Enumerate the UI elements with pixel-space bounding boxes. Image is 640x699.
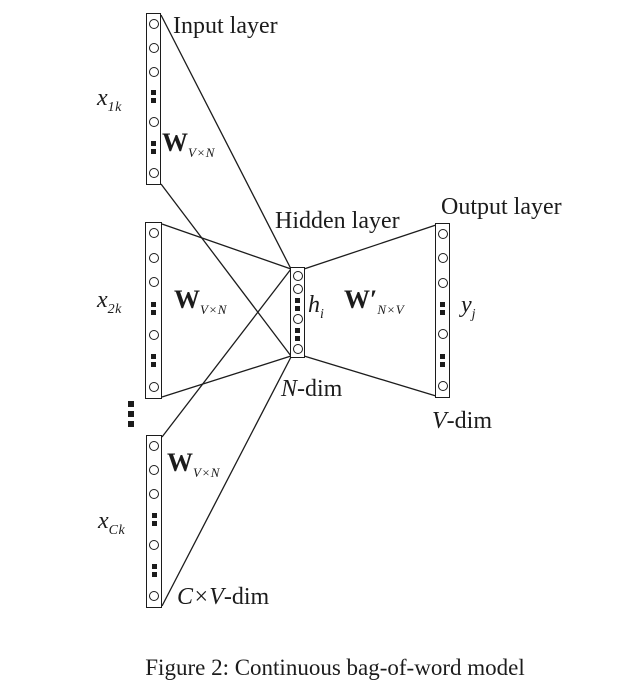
y-subscript: j bbox=[471, 307, 477, 322]
w1-subscript: V×N bbox=[188, 145, 215, 160]
figure-caption: Figure 2: Continuous bag-of-word model bbox=[145, 655, 525, 680]
unit-circle bbox=[149, 19, 159, 29]
cv-dim-italic: C×V bbox=[177, 584, 224, 610]
unit-circle bbox=[293, 284, 303, 294]
unit-circle bbox=[149, 540, 159, 550]
unit-circle bbox=[149, 117, 159, 127]
weight-matrix-2-label bbox=[174, 285, 227, 318]
cv-dim-label bbox=[177, 584, 269, 612]
unit-circle bbox=[293, 271, 303, 281]
unit-ellipsis-dots bbox=[151, 302, 156, 315]
w2-subscript: V×N bbox=[200, 302, 227, 317]
input-layer-label: Input layer bbox=[173, 13, 278, 39]
v-dim-label bbox=[432, 408, 492, 436]
unit-circle bbox=[438, 253, 448, 263]
unit-circle bbox=[149, 441, 159, 451]
h-subscript: i bbox=[320, 307, 325, 322]
x2k-base: x bbox=[97, 287, 108, 313]
weight-matrix-3-label bbox=[167, 448, 220, 481]
unit-circle bbox=[149, 489, 159, 499]
unit-circle bbox=[149, 228, 159, 238]
unit-circle bbox=[149, 253, 159, 263]
n-dim-label bbox=[281, 376, 342, 404]
w-prime-subscript: N×V bbox=[377, 302, 405, 317]
unit-circle bbox=[293, 314, 303, 324]
xck-base: x bbox=[98, 508, 109, 534]
weight-matrix-output-label bbox=[344, 285, 404, 318]
unit-circle bbox=[149, 382, 159, 392]
unit-circle bbox=[149, 67, 159, 77]
output-unit-label bbox=[461, 292, 476, 323]
unit-ellipsis-dots bbox=[151, 141, 156, 154]
w3-subscript: V×N bbox=[193, 465, 220, 480]
hidden-unit-label bbox=[308, 292, 324, 323]
unit-circle bbox=[438, 278, 448, 288]
x1k-label bbox=[97, 85, 122, 116]
output-vector bbox=[435, 223, 450, 398]
hidden-vector bbox=[290, 267, 305, 358]
weight-matrix-1-label bbox=[162, 128, 215, 161]
unit-circle bbox=[438, 229, 448, 239]
x2k-subscript: 2k bbox=[107, 302, 122, 317]
h-base: h bbox=[308, 292, 320, 318]
xck-label bbox=[98, 508, 125, 539]
unit-circle bbox=[149, 330, 159, 340]
unit-ellipsis-dots bbox=[440, 354, 445, 367]
x1k-base: x bbox=[97, 85, 108, 111]
edge-input1-bottom-to-hidden bbox=[161, 184, 291, 356]
unit-circle bbox=[438, 329, 448, 339]
unit-circle bbox=[149, 591, 159, 601]
x1k-subscript: 1k bbox=[107, 100, 122, 115]
cv-dim-rest: -dim bbox=[223, 584, 270, 610]
v-dim-italic: V bbox=[432, 408, 447, 434]
unit-circle bbox=[149, 277, 159, 287]
input-vector-2 bbox=[145, 222, 162, 399]
input-vector-1 bbox=[146, 13, 161, 185]
edge-input3-bottom-to-hidden bbox=[162, 357, 291, 606]
w3-base: W bbox=[167, 448, 193, 477]
w1-base: W bbox=[162, 128, 188, 157]
unit-ellipsis-dots bbox=[295, 298, 300, 311]
unit-ellipsis-dots bbox=[440, 302, 445, 315]
vertical-ellipsis-icon bbox=[128, 401, 134, 427]
y-base: y bbox=[461, 292, 472, 318]
hidden-layer-label: Hidden layer bbox=[275, 208, 400, 234]
x2k-label bbox=[97, 287, 122, 318]
v-dim-rest: -dim bbox=[446, 408, 492, 434]
unit-ellipsis-dots bbox=[152, 564, 157, 577]
unit-circle bbox=[438, 381, 448, 391]
n-dim-italic: N bbox=[281, 376, 298, 402]
output-layer-label: Output layer bbox=[441, 194, 562, 220]
unit-ellipsis-dots bbox=[152, 513, 157, 526]
unit-circle bbox=[293, 344, 303, 354]
edge-input2-bottom-to-hidden bbox=[162, 356, 291, 397]
unit-circle bbox=[149, 43, 159, 53]
input-vector-3 bbox=[146, 435, 162, 608]
unit-ellipsis-dots bbox=[151, 90, 156, 103]
unit-circle bbox=[149, 465, 159, 475]
w-prime-base: W′ bbox=[344, 285, 378, 314]
w2-base: W bbox=[174, 285, 200, 314]
unit-ellipsis-dots bbox=[151, 354, 156, 367]
unit-ellipsis-dots bbox=[295, 328, 300, 341]
unit-circle bbox=[149, 168, 159, 178]
xck-subscript: Ck bbox=[108, 523, 126, 538]
n-dim-rest: -dim bbox=[297, 376, 343, 402]
